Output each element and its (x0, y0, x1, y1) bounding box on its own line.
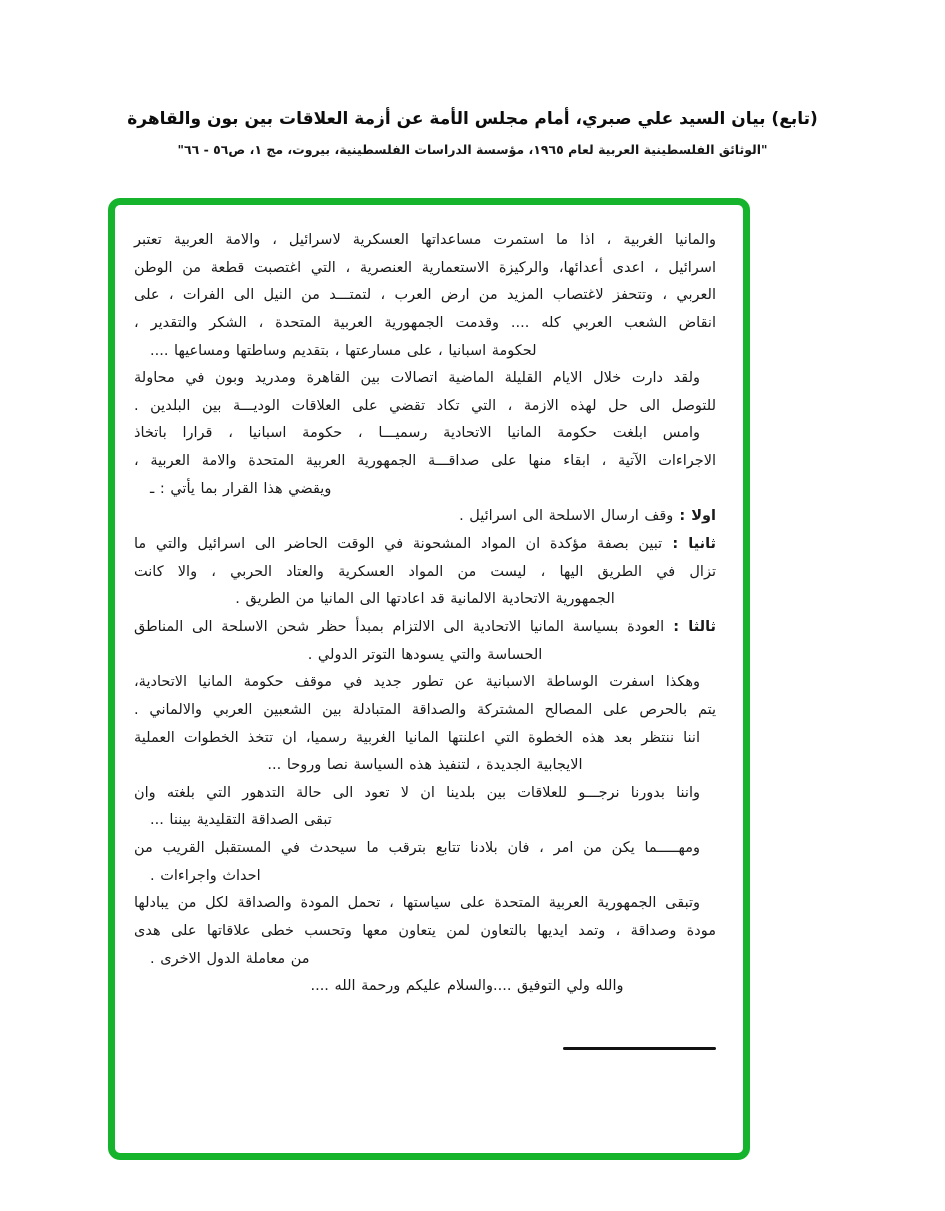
text-line: للتوصل الى حل لهذه الازمة ، التي تكاد تقضي على العلاقات الوديـــة بين البلدين . (134, 397, 716, 414)
text-line: الحساسة والتي يسودها التوتر الدولي . (307, 646, 543, 663)
item-number-label: ثالثا : (664, 618, 716, 635)
text-line: تبقى الصداقة التقليدية بيننا ... (150, 812, 332, 829)
text-line: الجمهورية الاتحادية الالمانية قد اعادتها الى المانيا من الطريق . (235, 591, 615, 608)
text-line: وهكذا اسفرت الوساطة الاسبانية عن تطور جديد في موقف حكومة المانيا الاتحادية، (134, 674, 700, 691)
source-citation: "الوثائق الفلسطينية العربية لعام ١٩٦٥، مؤسسة الدراسات الفلسطينية، بيروت، مج ١، ص٥٦ - ٦٦" (177, 142, 768, 157)
text-line: الاجراءات الآتية ، ابقاء منها على صداقـــة الجمهورية العربية المتحدة والامة العربية ، (134, 453, 716, 470)
text-line: ثانيا : تبين بصفة مؤكدة ان المواد المشحونة في الوقت الحاضر الى اسرائيل والتي ما (134, 536, 716, 553)
text-line: اسرائيل ، اعدى أعدائها، والركيزة الاستعمارية العنصرية ، التي اغتصبت قطعة من الوطن (134, 259, 716, 276)
text-line: الايجابية الجديدة ، لتنفيذ هذه السياسة نصا وروحا ... (267, 757, 583, 774)
item-number-label: اولا : (673, 508, 716, 525)
text-line: من معاملة الدول الاخرى . (150, 950, 310, 967)
document-lines (121, 205, 743, 1050)
text-line: يتم بالحرص على المصالح المشتركة والصداقة المتبادلة بين الشعبين العربي والالماني . (134, 701, 716, 718)
text-line: وتبقى الجمهورية العربية المتحدة على سياستها ، تحمل المودة والصداقة لكل من يبادلها (134, 895, 700, 912)
item-number-label: ثانيا : (662, 536, 716, 553)
text-line: ويقضي هذا القرار بما يأتي : ـ (150, 480, 332, 497)
text-line: تزال في الطريق اليها ، ليست من المواد العسكرية والعتاد الحربي ، والا كانت (134, 563, 716, 580)
text-line: ولقد دارت خلال الايام القليلة الماضية اتصالات بين القاهرة ومدريد وبون في محاولة (134, 370, 700, 387)
text-line: احداث واجراءات . (150, 867, 261, 884)
text-line: العربي ، وتتحفز لاغتصاب المزيد من ارض العرب ، لتمتـــد من النيل الى الفرات ، على (134, 287, 716, 304)
text-line: ثالثا : العودة بسياسة المانيا الاتحادية الى الالتزام بمبدأ حظر شحن الاسلحة الى المناطق (134, 618, 716, 635)
document-header (0, 106, 945, 159)
separator-rule (563, 1047, 716, 1050)
page-title: (تابع) بيان السيد علي صبري، أمام مجلس الأمة عن أزمة العلاقات بين بون والقاهرة (127, 109, 818, 129)
text-line: لحكومة اسبانيا ، على مسارعتها ، بتقديم وساطتها ومساعيها .... (150, 342, 537, 359)
text-line: ومهـــــما يكن من امر ، فان بلادنا تتابع بترقب ما سيحدث في المستقبل القريب من (134, 840, 700, 857)
text-line: واننا بدورنا نرجـــو للعلاقات بين بلدينا ان لا تعود الى حالة التدهور التي بلغته وان (134, 784, 700, 801)
text-line: والله ولي التوفيق ....والسلام عليكم ورحمة الله .... (310, 978, 624, 995)
text-line: اننا ننتظر بعد هذه الخطوة التي اعلنتها المانيا الغربية رسميا، ان تتخذ الخطوات العملية (134, 729, 700, 746)
text-line: وامس ابلغت حكومة المانيا الاتحادية رسميـــا ، حكومة اسبانيا ، قرارا باتخاذ (134, 425, 700, 442)
text-line: انقاض الشعب العربي كله .... وقدمت الجمهورية العربية المتحدة ، الشكر والتقدير ، (134, 314, 716, 331)
text-line: مودة وصداقة ، وتمد ايديها بالتعاون لمن يتعاون معها وتحسب خطى علاقاتها على هدى (134, 923, 716, 940)
text-line: والمانيا الغربية ، اذا ما استمرت مساعداتها العسكرية لاسرائيل ، والامة العربية تعتبر (134, 232, 716, 248)
text-line: اولا : وقف ارسال الاسلحة الى اسرائيل . (459, 508, 716, 525)
